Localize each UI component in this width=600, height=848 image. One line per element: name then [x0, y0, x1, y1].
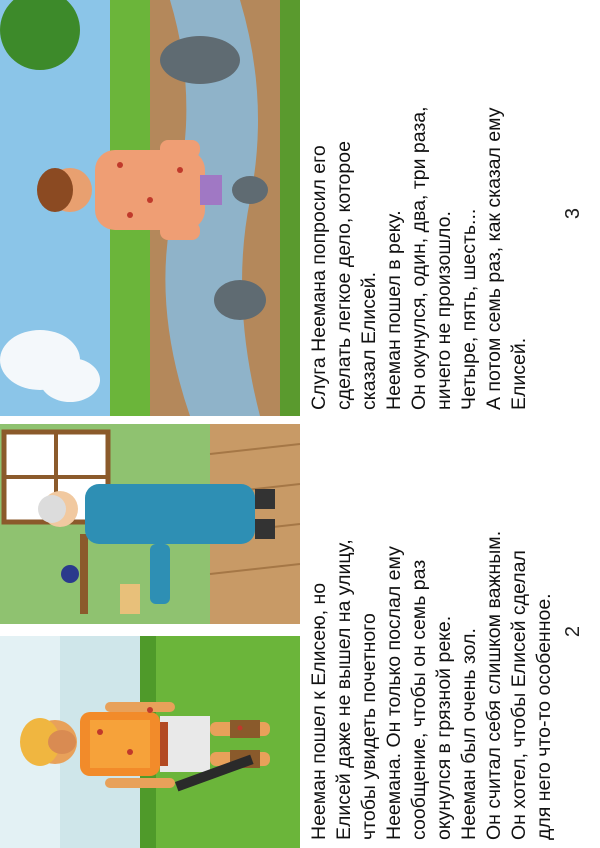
text-line: Нееман был очень зол. — [458, 628, 480, 840]
text-line: чтобы увидеть почетного — [358, 613, 380, 840]
text-line: Он хотел, чтобы Елисей сделал — [508, 550, 530, 840]
page-number-2: 2 — [562, 625, 585, 638]
text-line: Нееман пошел в реку. — [383, 210, 405, 410]
illustration-elisha-house — [0, 424, 300, 624]
text-line: А потом семь раз, как сказал ему — [483, 107, 505, 410]
text-line: сообщение, чтобы он семь раз — [408, 559, 430, 840]
text-line: Елисей даже не вышел на улицу, — [333, 539, 355, 840]
page-2-text — [307, 530, 567, 840]
page-3-text — [307, 106, 600, 410]
illustration-naaman-armor — [0, 632, 300, 848]
text-line: Неемана. Он только послал ему — [383, 546, 405, 840]
text-line: сделать легкое дело, которое — [333, 141, 355, 410]
text-line: Нееман пошел к Елисею, но — [308, 582, 330, 840]
text-line: Четыре, пять, шесть... — [458, 208, 480, 410]
text-line: Елисей. — [508, 337, 530, 410]
text-line: сказал Елисей. — [358, 271, 380, 410]
text-line: ничего не произошло. — [433, 211, 455, 410]
text-line: для него что-то особенное. — [533, 593, 555, 840]
illustration-naaman-river — [0, 0, 300, 416]
page-number-3: 3 — [562, 207, 585, 220]
text-line: Он считал себя слишком важным. — [483, 530, 505, 840]
text-line: Слуга Неемана попросил его — [308, 145, 330, 410]
text-line: окунулся в грязной реке. — [433, 615, 455, 840]
text-line: Он окунулся, один, два, три раза, — [408, 106, 430, 410]
